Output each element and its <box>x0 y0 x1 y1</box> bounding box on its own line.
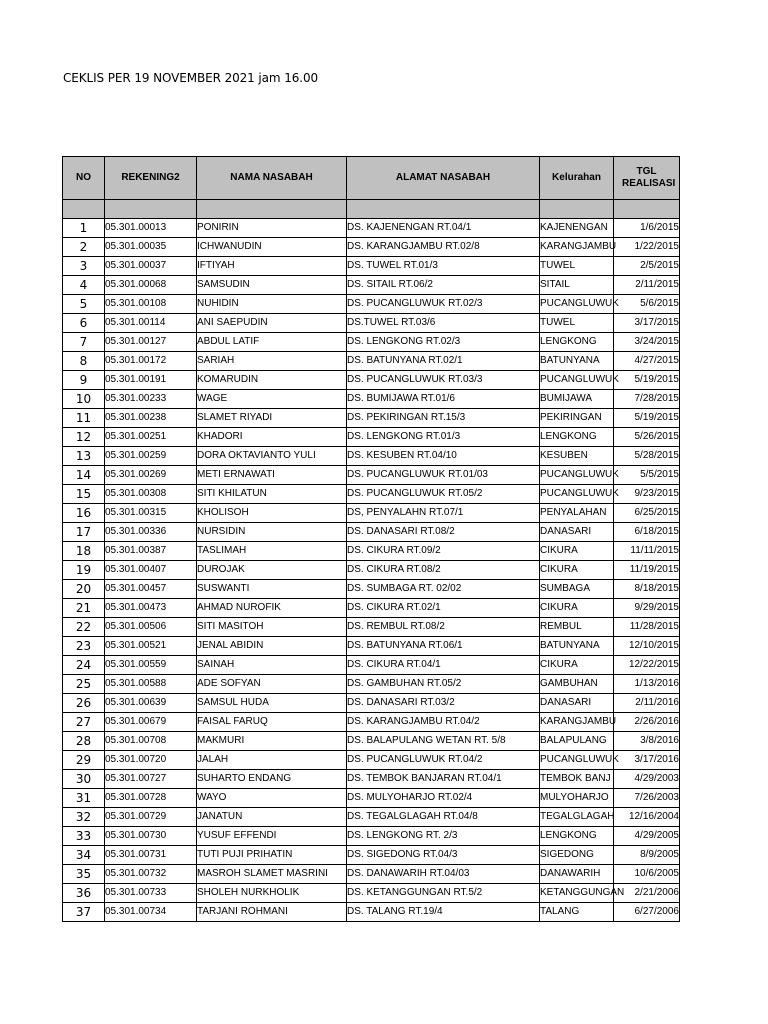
row-number: 25 <box>63 675 105 694</box>
table-row <box>63 808 680 827</box>
account-number: 05.301.00108 <box>105 295 197 314</box>
realization-date: 3/17/2015 <box>614 314 680 333</box>
row-number: 22 <box>63 618 105 637</box>
realization-date: 4/29/2003 <box>614 770 680 789</box>
account-number: 05.301.00559 <box>105 656 197 675</box>
village: CIKURA <box>540 656 614 675</box>
table-row <box>63 561 680 580</box>
village: TUWEL <box>540 257 614 276</box>
realization-date: 12/22/2015 <box>614 656 680 675</box>
realization-date: 5/6/2015 <box>614 295 680 314</box>
row-number: 35 <box>63 865 105 884</box>
realization-date: 11/28/2015 <box>614 618 680 637</box>
realization-date: 3/17/2016 <box>614 751 680 770</box>
realization-date: 7/28/2015 <box>614 390 680 409</box>
table-row <box>63 694 680 713</box>
customer-name: KOMARUDIN <box>197 371 347 390</box>
header-spacer-row <box>63 200 680 219</box>
row-number: 1 <box>63 219 105 238</box>
customer-address: DS. PUCANGLUWUK RT.04/2 <box>347 751 540 770</box>
customer-address: DS. MULYOHARJO RT.02/4 <box>347 789 540 808</box>
table-row <box>63 504 680 523</box>
row-number: 8 <box>63 352 105 371</box>
row-number: 9 <box>63 371 105 390</box>
table-row <box>63 732 680 751</box>
customer-name: SITI KHILATUN <box>197 485 347 504</box>
customer-name: FAISAL FARUQ <box>197 713 347 732</box>
account-number: 05.301.00387 <box>105 542 197 561</box>
table-row <box>63 333 680 352</box>
realization-date: 5/5/2015 <box>614 466 680 485</box>
customer-name: SHOLEH NURKHOLIK <box>197 884 347 903</box>
village: DANAWARIH <box>540 865 614 884</box>
table-row <box>63 352 680 371</box>
table-row <box>63 618 680 637</box>
account-number: 05.301.00172 <box>105 352 197 371</box>
customer-name: TASLIMAH <box>197 542 347 561</box>
realization-date: 2/26/2016 <box>614 713 680 732</box>
table-row <box>63 675 680 694</box>
table-row <box>63 903 680 922</box>
table-row <box>63 599 680 618</box>
row-number: 24 <box>63 656 105 675</box>
village: LENGKONG <box>540 428 614 447</box>
column-header-no: NO <box>63 157 105 200</box>
account-number: 05.301.00037 <box>105 257 197 276</box>
village: SITAIL <box>540 276 614 295</box>
row-number: 33 <box>63 827 105 846</box>
column-header-account: REKENING2 <box>105 157 197 200</box>
customer-address: DS. TEMBOK BANJARAN RT.04/1 <box>347 770 540 789</box>
account-number: 05.301.00233 <box>105 390 197 409</box>
customer-address: DS. PEKIRINGAN RT.15/3 <box>347 409 540 428</box>
row-number: 2 <box>63 238 105 257</box>
village: PUCANGLUWUK <box>540 371 614 390</box>
account-number: 05.301.00521 <box>105 637 197 656</box>
customer-name: METI ERNAWATI <box>197 466 347 485</box>
customer-name: JANATUN <box>197 808 347 827</box>
row-number: 11 <box>63 409 105 428</box>
customer-address: DS. KESUBEN RT.04/10 <box>347 447 540 466</box>
account-number: 05.301.00191 <box>105 371 197 390</box>
realization-date: 4/27/2015 <box>614 352 680 371</box>
row-number: 28 <box>63 732 105 751</box>
row-number: 3 <box>63 257 105 276</box>
realization-date: 1/22/2015 <box>614 238 680 257</box>
customer-name: TUTI PUJI PRIHATIN <box>197 846 347 865</box>
realization-date: 9/23/2015 <box>614 485 680 504</box>
village: PUCANGLUWUK <box>540 295 614 314</box>
customer-address: DS. CIKURA RT.04/1 <box>347 656 540 675</box>
table-row <box>63 770 680 789</box>
table-header-row <box>63 157 680 200</box>
account-number: 05.301.00407 <box>105 561 197 580</box>
account-number: 05.301.00731 <box>105 846 197 865</box>
account-number: 05.301.00732 <box>105 865 197 884</box>
village: PUCANGLUWUK <box>540 751 614 770</box>
village: PENYALAHAN <box>540 504 614 523</box>
customer-name: SAINAH <box>197 656 347 675</box>
village: DANASARI <box>540 694 614 713</box>
row-number: 36 <box>63 884 105 903</box>
document-title: CEKLIS PER 19 NOVEMBER 2021 jam 16.00 <box>63 71 319 85</box>
row-number: 13 <box>63 447 105 466</box>
village: CIKURA <box>540 542 614 561</box>
table-row <box>63 428 680 447</box>
account-number: 05.301.00457 <box>105 580 197 599</box>
account-number: 05.301.00729 <box>105 808 197 827</box>
customer-address: DS. SIGEDONG RT.04/3 <box>347 846 540 865</box>
account-number: 05.301.00720 <box>105 751 197 770</box>
customer-address: DS. KARANGJAMBU RT.04/2 <box>347 713 540 732</box>
account-number: 05.301.00679 <box>105 713 197 732</box>
customer-address: DS. KAJENENGAN RT.04/1 <box>347 219 540 238</box>
customer-name: WAYO <box>197 789 347 808</box>
table-row <box>63 656 680 675</box>
realization-date: 2/11/2016 <box>614 694 680 713</box>
account-number: 05.301.00238 <box>105 409 197 428</box>
customer-name: ANI SAEPUDIN <box>197 314 347 333</box>
village: SIGEDONG <box>540 846 614 865</box>
village: LENGKONG <box>540 333 614 352</box>
table-row <box>63 314 680 333</box>
account-number: 05.301.00308 <box>105 485 197 504</box>
table-row <box>63 219 680 238</box>
realization-date: 5/19/2015 <box>614 371 680 390</box>
account-number: 05.301.00269 <box>105 466 197 485</box>
customer-address: DS, PENYALAHN RT.07/1 <box>347 504 540 523</box>
customer-address: DS. KARANGJAMBU RT.02/8 <box>347 238 540 257</box>
realization-date: 9/29/2015 <box>614 599 680 618</box>
realization-date: 3/24/2015 <box>614 333 680 352</box>
customer-address: DS. CIKURA RT.08/2 <box>347 561 540 580</box>
village: KAJENENGAN <box>540 219 614 238</box>
customer-name: YUSUF EFFENDI <box>197 827 347 846</box>
village: KESUBEN <box>540 447 614 466</box>
customer-address: DS. TEGALGLAGAH RT.04/8 <box>347 808 540 827</box>
table-row <box>63 580 680 599</box>
customer-name: MASROH SLAMET MASRINI <box>197 865 347 884</box>
village: BATUNYANA <box>540 352 614 371</box>
customer-name: WAGE <box>197 390 347 409</box>
realization-date: 6/25/2015 <box>614 504 680 523</box>
village: TEGALGLAGAH <box>540 808 614 827</box>
realization-date: 5/26/2015 <box>614 428 680 447</box>
account-number: 05.301.00315 <box>105 504 197 523</box>
customer-name: IFTIYAH <box>197 257 347 276</box>
row-number: 19 <box>63 561 105 580</box>
table-row <box>63 523 680 542</box>
table-row <box>63 238 680 257</box>
village: LENGKONG <box>540 827 614 846</box>
row-number: 14 <box>63 466 105 485</box>
row-number: 26 <box>63 694 105 713</box>
account-number: 05.301.00588 <box>105 675 197 694</box>
column-header-date: TGL REALISASI <box>614 157 680 200</box>
customer-address: DS. GAMBUHAN RT.05/2 <box>347 675 540 694</box>
village: KETANGGUNGAN <box>540 884 614 903</box>
table-row <box>63 466 680 485</box>
table-row <box>63 827 680 846</box>
account-number: 05.301.00068 <box>105 276 197 295</box>
column-header-address: ALAMAT NASABAH <box>347 157 540 200</box>
customer-address: DS. PUCANGLUWUK RT.03/3 <box>347 371 540 390</box>
customer-name: SLAMET RIYADI <box>197 409 347 428</box>
realization-date: 1/13/2016 <box>614 675 680 694</box>
row-number: 37 <box>63 903 105 922</box>
village: BUMIJAWA <box>540 390 614 409</box>
account-number: 05.301.00708 <box>105 732 197 751</box>
customer-name: SARIAH <box>197 352 347 371</box>
customer-address: DS. SITAIL RT.06/2 <box>347 276 540 295</box>
village: PEKIRINGAN <box>540 409 614 428</box>
table-row <box>63 295 680 314</box>
account-number: 05.301.00259 <box>105 447 197 466</box>
customer-address: DS. TUWEL RT.01/3 <box>347 257 540 276</box>
customer-name: JENAL ABIDIN <box>197 637 347 656</box>
table-row <box>63 371 680 390</box>
village: TEMBOK BANJ <box>540 770 614 789</box>
customer-address: DS. BUMIJAWA RT.01/6 <box>347 390 540 409</box>
table-row <box>63 390 680 409</box>
customer-name: JALAH <box>197 751 347 770</box>
account-number: 05.301.00473 <box>105 599 197 618</box>
account-number: 05.301.00734 <box>105 903 197 922</box>
row-number: 29 <box>63 751 105 770</box>
realization-date: 11/11/2015 <box>614 542 680 561</box>
customer-table <box>62 156 680 922</box>
realization-date: 6/27/2006 <box>614 903 680 922</box>
realization-date: 4/29/2005 <box>614 827 680 846</box>
customer-address: DS. CIKURA RT.09/2 <box>347 542 540 561</box>
row-number: 17 <box>63 523 105 542</box>
customer-name: ICHWANUDIN <box>197 238 347 257</box>
customer-address: DS. PUCANGLUWUK RT.05/2 <box>347 485 540 504</box>
customer-address: DS. CIKURA RT.02/1 <box>347 599 540 618</box>
account-number: 05.301.00727 <box>105 770 197 789</box>
row-number: 31 <box>63 789 105 808</box>
customer-name: AHMAD NUROFIK <box>197 599 347 618</box>
customer-address: DS. DANAWARIH RT.04/03 <box>347 865 540 884</box>
table-row <box>63 257 680 276</box>
village: PUCANGLUWUK <box>540 485 614 504</box>
realization-date: 5/28/2015 <box>614 447 680 466</box>
table-row <box>63 447 680 466</box>
village: PUCANGLUWUK <box>540 466 614 485</box>
customer-name: KHOLISOH <box>197 504 347 523</box>
table-row <box>63 789 680 808</box>
realization-date: 10/6/2005 <box>614 865 680 884</box>
account-number: 05.301.00506 <box>105 618 197 637</box>
customer-address: DS. PUCANGLUWUK RT.01/03 <box>347 466 540 485</box>
row-number: 32 <box>63 808 105 827</box>
customer-name: KHADORI <box>197 428 347 447</box>
table-row <box>63 713 680 732</box>
realization-date: 8/9/2005 <box>614 846 680 865</box>
table-row <box>63 542 680 561</box>
customer-name: DORA OKTAVIANTO YULI <box>197 447 347 466</box>
row-number: 20 <box>63 580 105 599</box>
customer-address: DS. PUCANGLUWUK RT.02/3 <box>347 295 540 314</box>
account-number: 05.301.00639 <box>105 694 197 713</box>
village: TUWEL <box>540 314 614 333</box>
column-header-village: Kelurahan <box>540 157 614 200</box>
row-number: 4 <box>63 276 105 295</box>
customer-name: SAMSUL HUDA <box>197 694 347 713</box>
village: REMBUL <box>540 618 614 637</box>
village: KARANGJAMBU <box>540 713 614 732</box>
customer-name: NUHIDIN <box>197 295 347 314</box>
realization-date: 3/8/2016 <box>614 732 680 751</box>
customer-name: MAKMURI <box>197 732 347 751</box>
village: GAMBUHAN <box>540 675 614 694</box>
realization-date: 2/21/2006 <box>614 884 680 903</box>
row-number: 15 <box>63 485 105 504</box>
account-number: 05.301.00013 <box>105 219 197 238</box>
row-number: 23 <box>63 637 105 656</box>
village: MULYOHARJO <box>540 789 614 808</box>
village: BATUNYANA <box>540 637 614 656</box>
table-row <box>63 485 680 504</box>
row-number: 27 <box>63 713 105 732</box>
customer-name: TARJANI ROHMANI <box>197 903 347 922</box>
table-row <box>63 846 680 865</box>
village: TALANG <box>540 903 614 922</box>
row-number: 5 <box>63 295 105 314</box>
row-number: 21 <box>63 599 105 618</box>
table-row <box>63 865 680 884</box>
realization-date: 6/18/2015 <box>614 523 680 542</box>
row-number: 6 <box>63 314 105 333</box>
customer-name: SUHARTO ENDANG <box>197 770 347 789</box>
village: CIKURA <box>540 599 614 618</box>
account-number: 05.301.00035 <box>105 238 197 257</box>
customer-address: DS. BATUNYANA RT.06/1 <box>347 637 540 656</box>
customer-address: DS. REMBUL RT.08/2 <box>347 618 540 637</box>
customer-name: ADE SOFYAN <box>197 675 347 694</box>
customer-name: SITI MASITOH <box>197 618 347 637</box>
row-number: 10 <box>63 390 105 409</box>
realization-date: 2/11/2015 <box>614 276 680 295</box>
village: CIKURA <box>540 561 614 580</box>
row-number: 7 <box>63 333 105 352</box>
table-row <box>63 276 680 295</box>
realization-date: 1/6/2015 <box>614 219 680 238</box>
account-number: 05.301.00127 <box>105 333 197 352</box>
customer-name: SUSWANTI <box>197 580 347 599</box>
account-number: 05.301.00114 <box>105 314 197 333</box>
customer-name: NURSIDIN <box>197 523 347 542</box>
account-number: 05.301.00336 <box>105 523 197 542</box>
customer-name: DUROJAK <box>197 561 347 580</box>
row-number: 12 <box>63 428 105 447</box>
customer-address: DS. DANASARI RT.08/2 <box>347 523 540 542</box>
realization-date: 2/5/2015 <box>614 257 680 276</box>
realization-date: 7/26/2003 <box>614 789 680 808</box>
customer-address: DS. LENGKONG RT. 2/3 <box>347 827 540 846</box>
village: SUMBAGA <box>540 580 614 599</box>
realization-date: 8/18/2015 <box>614 580 680 599</box>
customer-name: ABDUL LATIF <box>197 333 347 352</box>
table-row <box>63 751 680 770</box>
row-number: 18 <box>63 542 105 561</box>
customer-address: DS. KETANGGUNGAN RT.5/2 <box>347 884 540 903</box>
customer-address: DS. LENGKONG RT.01/3 <box>347 428 540 447</box>
table-row <box>63 637 680 656</box>
account-number: 05.301.00251 <box>105 428 197 447</box>
table-row <box>63 884 680 903</box>
customer-address: DS. DANASARI RT.03/2 <box>347 694 540 713</box>
village: KARANGJAMBU <box>540 238 614 257</box>
row-number: 30 <box>63 770 105 789</box>
realization-date: 12/10/2015 <box>614 637 680 656</box>
village: BALAPULANG <box>540 732 614 751</box>
account-number: 05.301.00730 <box>105 827 197 846</box>
customer-address: DS. BALAPULANG WETAN RT. 5/8 <box>347 732 540 751</box>
table-row <box>63 409 680 428</box>
realization-date: 5/19/2015 <box>614 409 680 428</box>
customer-address: DS. TALANG RT.19/4 <box>347 903 540 922</box>
row-number: 34 <box>63 846 105 865</box>
village: DANASARI <box>540 523 614 542</box>
customer-address: DS. SUMBAGA RT. 02/02 <box>347 580 540 599</box>
customer-address: DS. LENGKONG RT.02/3 <box>347 333 540 352</box>
realization-date: 11/19/2015 <box>614 561 680 580</box>
customer-address: DS. BATUNYANA RT.02/1 <box>347 352 540 371</box>
column-header-name: NAMA NASABAH <box>197 157 347 200</box>
account-number: 05.301.00728 <box>105 789 197 808</box>
customer-name: SAMSUDIN <box>197 276 347 295</box>
row-number: 16 <box>63 504 105 523</box>
account-number: 05.301.00733 <box>105 884 197 903</box>
realization-date: 12/16/2004 <box>614 808 680 827</box>
customer-name: PONIRIN <box>197 219 347 238</box>
customer-address: DS.TUWEL RT.03/6 <box>347 314 540 333</box>
